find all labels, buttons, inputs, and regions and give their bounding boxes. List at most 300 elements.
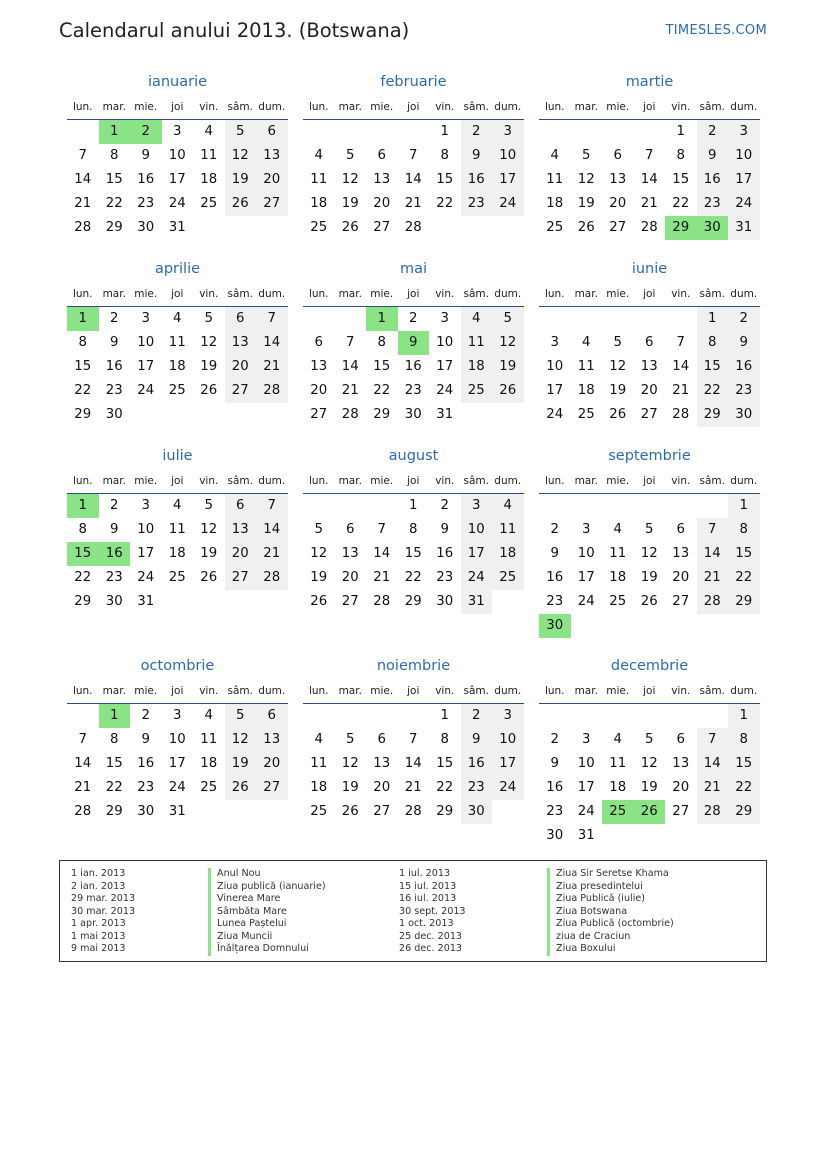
day-cell: 9 (110, 335, 119, 350)
week-row (303, 379, 524, 403)
day-cell: 26 (640, 594, 658, 609)
day-cell: 3 (141, 498, 150, 513)
holiday-day: 1 (99, 120, 131, 144)
weekend-day: 24 (461, 566, 493, 590)
holiday-day: 1 (366, 307, 398, 331)
day-cell: 2 (409, 311, 418, 326)
weekday-label: vin. (199, 288, 219, 300)
day-cell: 21 (74, 196, 92, 211)
weekday-label: mar. (102, 475, 126, 487)
day-cell: 8 (409, 522, 418, 537)
weekday-label: vin. (199, 101, 219, 113)
day-cell: 25 (200, 780, 218, 795)
holiday-day: 2 (130, 120, 162, 144)
day-cell: 8 (110, 732, 119, 747)
day-cell: 5 (645, 732, 654, 747)
day-cell: 28 (404, 804, 422, 819)
day-cell: 13 (373, 756, 391, 771)
week-row (539, 192, 760, 216)
legend-holiday-name: Ziua Sir Seretse Khama (547, 868, 674, 881)
weekend-day: 26 (492, 379, 524, 403)
weekend-day: 5 (225, 704, 257, 728)
day-cell: 10 (577, 756, 595, 771)
day-cell: 12 (310, 546, 328, 561)
weekend-day: 13 (256, 728, 288, 752)
weekend-day: 31 (461, 590, 493, 614)
weekend-day: 12 (492, 331, 524, 355)
weekend-day: 15 (728, 752, 760, 776)
weekend-day: 23 (461, 192, 493, 216)
day-cell: 1 (409, 498, 418, 513)
empty-cell (366, 120, 398, 144)
weekend-day: 20 (256, 752, 288, 776)
empty-cell (665, 824, 697, 848)
day-cell: 22 (373, 383, 391, 398)
weekday-label: dum. (730, 685, 758, 697)
week-row (67, 192, 288, 216)
weekend-day: 25 (492, 566, 524, 590)
day-cell: 20 (373, 780, 391, 795)
day-cell: 30 (137, 220, 155, 235)
day-cell: 16 (546, 570, 564, 585)
empty-cell (665, 704, 697, 728)
day-cell: 26 (310, 594, 328, 609)
month-title: octombrie (140, 658, 215, 674)
weekend-day: 8 (728, 728, 760, 752)
weekday-label: joi (171, 288, 184, 300)
week-row (67, 120, 288, 144)
weekday-label: mie. (134, 475, 158, 487)
day-cell: 18 (168, 546, 186, 561)
day-cell: 16 (105, 359, 123, 374)
holiday-day: 16 (99, 542, 131, 566)
day-cell: 29 (373, 407, 391, 422)
legend-date: 1 ian. 2013 (71, 868, 126, 879)
day-cell: 6 (676, 522, 685, 537)
week-row (539, 800, 760, 824)
day-cell: 31 (577, 828, 595, 843)
week-row (539, 590, 760, 614)
weekend-day: 19 (225, 168, 257, 192)
day-cell: 11 (577, 359, 595, 374)
day-cell: 8 (440, 732, 449, 747)
week-row (303, 704, 524, 728)
day-cell: 19 (200, 359, 218, 374)
day-cell: 29 (105, 220, 123, 235)
legend-date: 15 iul. 2013 (399, 880, 457, 892)
day-cell: 11 (200, 732, 218, 747)
empty-cell (634, 704, 666, 728)
month-iulie (67, 446, 288, 614)
weekday-label: vin. (199, 685, 219, 697)
day-cell: 28 (74, 220, 92, 235)
weekend-day: 7 (256, 307, 288, 331)
weekend-day: 24 (728, 192, 760, 216)
month-noiembrie (303, 656, 524, 824)
day-cell: 18 (609, 570, 627, 585)
holiday-day: 29 (665, 216, 697, 240)
day-cell: 5 (314, 522, 323, 537)
weekend-day: 2 (697, 120, 729, 144)
weekday-label: dum. (494, 288, 522, 300)
day-cell: 19 (310, 570, 328, 585)
week-row (303, 120, 524, 144)
legend-holiday-name: ziua de Craciun (547, 931, 674, 944)
empty-cell (665, 494, 697, 518)
weekday-label: sâm. (699, 685, 725, 697)
week-row (303, 518, 524, 542)
day-cell: 28 (74, 804, 92, 819)
weekday-header (67, 95, 288, 120)
empty-cell (256, 800, 288, 824)
day-cell: 21 (672, 383, 690, 398)
month-martie (539, 72, 760, 240)
empty-cell (162, 590, 194, 614)
weekend-day: 28 (697, 800, 729, 824)
weekend-day: 22 (728, 566, 760, 590)
week-row (303, 307, 524, 331)
day-cell: 2 (550, 732, 559, 747)
legend-holiday-name: Anul Nou (208, 868, 326, 881)
weekend-day: 29 (697, 403, 729, 427)
weekday-label: vin. (671, 288, 691, 300)
holiday-legend (59, 860, 767, 962)
day-cell: 9 (141, 732, 150, 747)
weekday-header (303, 679, 524, 704)
day-cell: 28 (672, 407, 690, 422)
weekday-label: lun. (72, 685, 93, 697)
weekend-day: 11 (461, 331, 493, 355)
weekend-day: 20 (256, 168, 288, 192)
day-cell: 16 (436, 546, 454, 561)
empty-cell (225, 800, 257, 824)
weekend-day: 9 (728, 331, 760, 355)
empty-cell (634, 494, 666, 518)
weekend-day: 24 (492, 776, 524, 800)
weekend-day: 27 (256, 776, 288, 800)
weekend-day: 14 (256, 331, 288, 355)
day-cell: 20 (609, 196, 627, 211)
day-cell: 17 (137, 546, 155, 561)
weekend-day: 2 (728, 307, 760, 331)
empty-cell (67, 704, 99, 728)
empty-cell (303, 307, 335, 331)
day-cell: 26 (200, 383, 218, 398)
weekend-day: 19 (225, 752, 257, 776)
day-cell: 5 (346, 732, 355, 747)
day-cell: 24 (137, 570, 155, 585)
weekday-label: vin. (671, 101, 691, 113)
day-cell: 13 (640, 359, 658, 374)
legend-date: 25 dec. 2013 (399, 930, 463, 942)
day-cell: 6 (676, 732, 685, 747)
weekend-day: 16 (461, 168, 493, 192)
weekend-day: 30 (728, 403, 760, 427)
holiday-day: 15 (67, 542, 99, 566)
day-cell: 14 (672, 359, 690, 374)
week-row (539, 144, 760, 168)
legend-holiday-name: Înălțarea Domnului (208, 943, 326, 956)
empty-cell (571, 494, 603, 518)
empty-cell (429, 216, 461, 240)
day-cell: 31 (168, 220, 186, 235)
weekend-day: 21 (256, 542, 288, 566)
day-cell: 25 (577, 407, 595, 422)
weekend-day: 17 (492, 752, 524, 776)
day-cell: 4 (314, 732, 323, 747)
legend-date: 9 mai 2013 (71, 943, 126, 954)
day-cell: 19 (577, 196, 595, 211)
weekday-label: joi (643, 101, 656, 113)
weekend-day: 28 (256, 379, 288, 403)
day-cell: 28 (640, 220, 658, 235)
month-title: martie (625, 74, 674, 90)
weekday-label: sâm. (463, 475, 489, 487)
weekend-day: 27 (225, 379, 257, 403)
day-cell: 2 (550, 522, 559, 537)
empty-cell (634, 120, 666, 144)
weekend-day: 3 (728, 120, 760, 144)
weekday-label: dum. (494, 101, 522, 113)
weekend-day: 3 (492, 704, 524, 728)
weekend-day: 3 (461, 494, 493, 518)
month-septembrie (539, 446, 760, 638)
weekday-header (539, 469, 760, 494)
day-cell: 2 (110, 311, 119, 326)
week-row (67, 704, 288, 728)
day-cell: 25 (200, 196, 218, 211)
week-row (539, 307, 760, 331)
day-cell: 17 (168, 172, 186, 187)
day-cell: 14 (74, 172, 92, 187)
weekday-header (67, 469, 288, 494)
week-row (67, 144, 288, 168)
week-row (67, 403, 288, 427)
day-cell: 13 (672, 756, 690, 771)
day-cell: 23 (546, 804, 564, 819)
weekday-label: mar. (102, 288, 126, 300)
weekend-day: 2 (461, 704, 493, 728)
empty-cell (335, 120, 367, 144)
day-cell: 17 (577, 780, 595, 795)
day-cell: 11 (200, 148, 218, 163)
empty-cell (602, 614, 634, 638)
day-cell: 1 (440, 708, 449, 723)
day-cell: 17 (436, 359, 454, 374)
weekend-day: 20 (225, 542, 257, 566)
weekday-label: joi (407, 685, 420, 697)
day-cell: 25 (546, 220, 564, 235)
day-cell: 11 (310, 172, 328, 187)
empty-cell (697, 614, 729, 638)
weekday-label: sâm. (463, 685, 489, 697)
weekday-label: dum. (258, 685, 286, 697)
weekday-label: lun. (544, 288, 565, 300)
day-cell: 13 (609, 172, 627, 187)
day-cell: 9 (550, 546, 559, 561)
weekday-header (67, 679, 288, 704)
weekday-label: sâm. (699, 288, 725, 300)
weekday-label: vin. (435, 475, 455, 487)
weekday-label: mie. (370, 101, 394, 113)
day-cell: 2 (110, 498, 119, 513)
weekday-header (303, 469, 524, 494)
weekday-label: mie. (134, 101, 158, 113)
month-title: februarie (380, 74, 447, 90)
day-cell: 10 (137, 335, 155, 350)
day-cell: 29 (74, 407, 92, 422)
day-cell: 25 (168, 383, 186, 398)
empty-cell (602, 120, 634, 144)
empty-cell (492, 590, 524, 614)
day-cell: 15 (436, 172, 454, 187)
weekend-day: 13 (225, 331, 257, 355)
weekend-day: 12 (225, 144, 257, 168)
weekday-label: sâm. (227, 288, 253, 300)
weekday-label: lun. (72, 288, 93, 300)
legend-holiday-name: Ziua Botswana (547, 906, 674, 919)
day-cell: 7 (409, 148, 418, 163)
month-octombrie (67, 656, 288, 824)
day-cell: 29 (105, 804, 123, 819)
holiday-day: 30 (539, 614, 571, 638)
week-row (67, 168, 288, 192)
weekend-day: 28 (697, 590, 729, 614)
legend-date: 29 mar. 2013 (71, 893, 136, 904)
empty-cell (335, 307, 367, 331)
weekday-label: joi (643, 475, 656, 487)
weekday-label: joi (643, 685, 656, 697)
day-cell: 1 (676, 124, 685, 139)
week-row (303, 590, 524, 614)
day-cell: 28 (341, 407, 359, 422)
empty-cell (193, 800, 225, 824)
weekend-day: 14 (697, 752, 729, 776)
day-cell: 27 (373, 220, 391, 235)
weekend-day: 22 (728, 776, 760, 800)
weekday-label: joi (171, 101, 184, 113)
month-title: august (388, 448, 439, 464)
day-cell: 27 (341, 594, 359, 609)
weekend-day: 6 (225, 307, 257, 331)
week-row (539, 331, 760, 355)
week-row (539, 168, 760, 192)
day-cell: 12 (200, 335, 218, 350)
weekend-day: 23 (697, 192, 729, 216)
weekend-day: 16 (461, 752, 493, 776)
week-row (539, 704, 760, 728)
weekend-day: 8 (728, 518, 760, 542)
week-row (67, 776, 288, 800)
week-row (303, 728, 524, 752)
day-cell: 10 (577, 546, 595, 561)
day-cell: 6 (377, 148, 386, 163)
day-cell: 4 (173, 498, 182, 513)
weekday-label: mar. (338, 101, 362, 113)
day-cell: 21 (373, 570, 391, 585)
day-cell: 11 (609, 546, 627, 561)
day-cell: 24 (168, 780, 186, 795)
brand-link[interactable]: TIMESLES.COM (665, 23, 767, 38)
day-cell: 4 (204, 708, 213, 723)
day-cell: 4 (204, 124, 213, 139)
day-cell: 14 (74, 756, 92, 771)
empty-cell (571, 614, 603, 638)
weekday-label: sâm. (699, 101, 725, 113)
week-row (303, 800, 524, 824)
week-row (67, 728, 288, 752)
weekend-day: 9 (697, 144, 729, 168)
legend-date: 2 ian. 2013 (71, 880, 126, 892)
day-cell: 18 (609, 780, 627, 795)
day-cell: 26 (341, 220, 359, 235)
weekday-label: joi (171, 685, 184, 697)
empty-cell (398, 704, 430, 728)
day-cell: 4 (613, 522, 622, 537)
day-cell: 29 (74, 594, 92, 609)
empty-cell (539, 120, 571, 144)
empty-cell (492, 800, 524, 824)
weekend-day: 1 (728, 704, 760, 728)
legend-holiday-name: Vinerea Mare (208, 893, 326, 906)
day-cell: 30 (137, 804, 155, 819)
day-cell: 7 (645, 148, 654, 163)
day-cell: 30 (105, 407, 123, 422)
day-cell: 19 (200, 546, 218, 561)
day-cell: 5 (613, 335, 622, 350)
legend-holiday-name: Ziua Publică (octombrie) (547, 918, 674, 931)
empty-cell (665, 307, 697, 331)
day-cell: 8 (110, 148, 119, 163)
month-mai (303, 259, 524, 427)
day-cell: 30 (105, 594, 123, 609)
weekday-label: vin. (671, 685, 691, 697)
empty-cell (492, 216, 524, 240)
weekday-label: sâm. (463, 288, 489, 300)
week-row (303, 776, 524, 800)
week-row (539, 379, 760, 403)
day-cell: 20 (341, 570, 359, 585)
day-cell: 13 (310, 359, 328, 374)
day-cell: 9 (110, 522, 119, 537)
weekday-label: mar. (338, 475, 362, 487)
weekend-day: 13 (225, 518, 257, 542)
weekday-label: mie. (134, 288, 158, 300)
weekend-day: 16 (728, 355, 760, 379)
day-cell: 5 (204, 498, 213, 513)
month-title: ianuarie (147, 74, 208, 90)
weekday-label: dum. (258, 475, 286, 487)
day-cell: 29 (404, 594, 422, 609)
month-decembrie (539, 656, 760, 848)
empty-cell (539, 494, 571, 518)
week-row (303, 216, 524, 240)
empty-cell (162, 403, 194, 427)
week-row (303, 542, 524, 566)
day-cell: 21 (404, 780, 422, 795)
day-cell: 6 (613, 148, 622, 163)
day-cell: 16 (137, 756, 155, 771)
weekday-header (539, 282, 760, 307)
month-title: noiembrie (376, 658, 451, 674)
weekday-label: dum. (258, 101, 286, 113)
day-cell: 18 (200, 172, 218, 187)
legend-holiday-name: Ziua Publică (iulie) (547, 893, 674, 906)
week-row (67, 800, 288, 824)
empty-cell (634, 614, 666, 638)
day-cell: 29 (436, 804, 454, 819)
empty-cell (571, 307, 603, 331)
